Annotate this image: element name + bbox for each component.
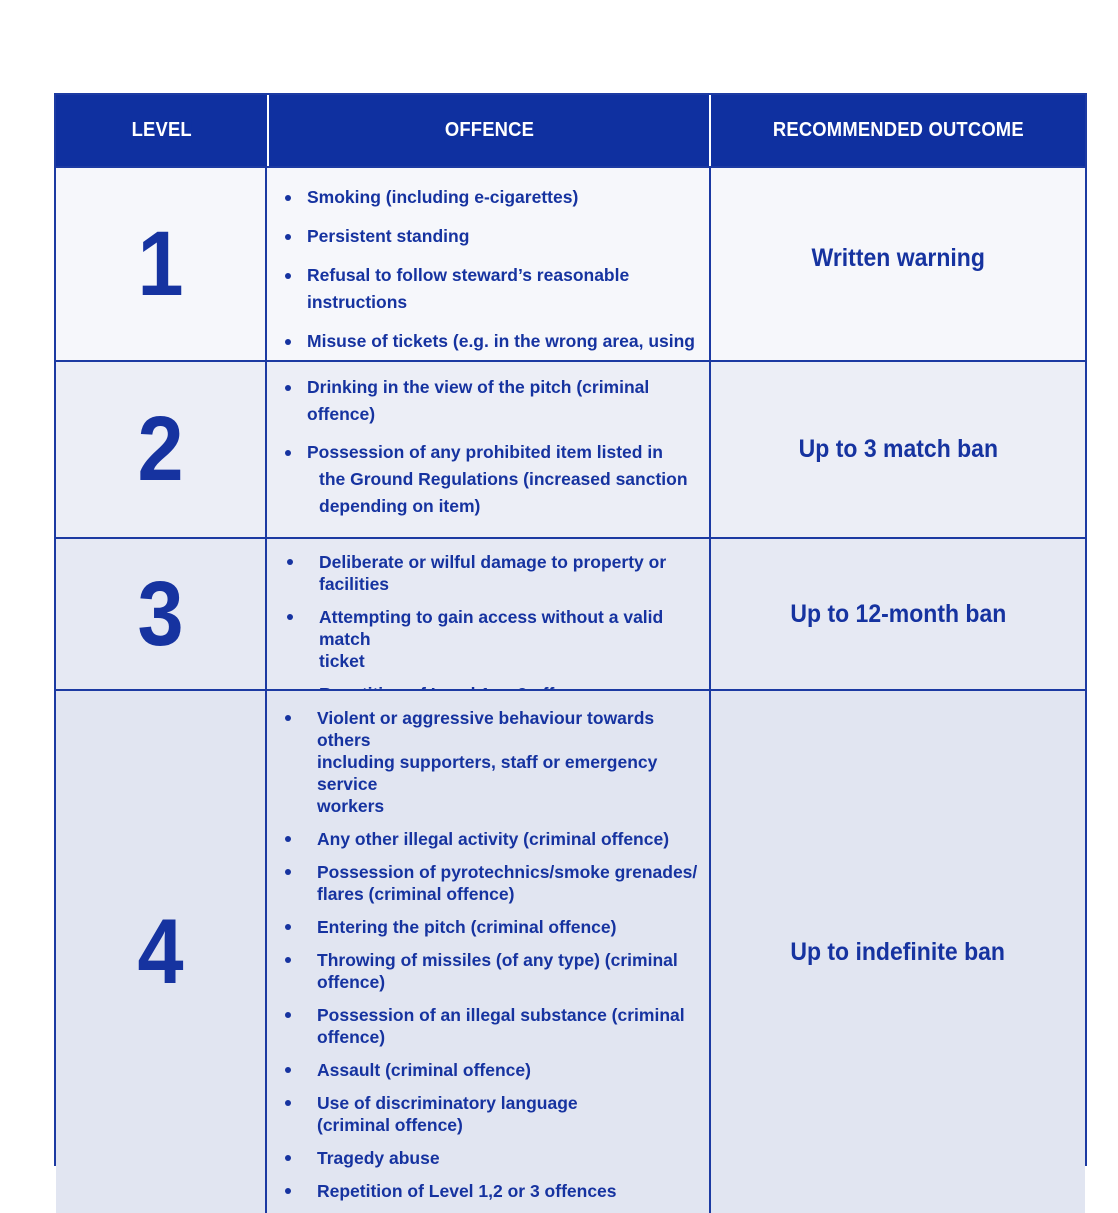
list-item: Refusal to follow steward’s reasonable instructions xyxy=(267,262,709,316)
header-offence: OFFENCE xyxy=(444,119,534,141)
outcome-text: Written warning xyxy=(811,243,985,272)
header-level-cell xyxy=(56,95,267,166)
bullet-icon xyxy=(285,957,291,963)
header-offence-cell xyxy=(267,95,711,166)
header-outcome-cell xyxy=(711,95,1085,166)
bullet-icon xyxy=(285,450,291,456)
list-item: Smoking (including e-cigarettes) xyxy=(267,184,709,211)
level-1-cell xyxy=(56,166,267,360)
offence-list-4 xyxy=(267,707,709,1202)
level-2-cell xyxy=(56,360,267,537)
header-level: LEVEL xyxy=(131,119,192,141)
offences-2-cell xyxy=(267,360,711,537)
outcome-text: Up to 3 match ban xyxy=(798,435,998,463)
level-number: 1 xyxy=(137,212,184,315)
list-item: Misuse of tickets (e.g. in the wrong area, using xyxy=(267,328,709,382)
offences-1-cell xyxy=(267,166,711,360)
list-item: Drinking in the view of the pitch (criminal offence) xyxy=(267,374,709,428)
list-item: Any other illegal activity (criminal offence) xyxy=(267,828,709,850)
outcome-4-cell xyxy=(711,689,1085,1213)
list-item: Possession of an illegal substance (criminal offence) xyxy=(267,1004,709,1048)
bullet-icon xyxy=(285,234,291,240)
bullet-icon xyxy=(285,1155,291,1161)
level-number: 4 xyxy=(137,900,184,1003)
bullet-icon xyxy=(285,924,291,930)
bullet-icon xyxy=(285,273,291,279)
outcome-text: Up to 12-month ban xyxy=(790,599,1006,628)
bullet-icon xyxy=(285,836,291,842)
offence-list-1 xyxy=(267,184,709,382)
bullet-icon xyxy=(287,614,293,620)
list-item: Violent or aggressive behaviour towards others including supporters, staff or emergency service workers xyxy=(267,707,709,817)
list-item: Deliberate or wilful damage to property or facilities xyxy=(267,551,709,595)
outcome-3-cell xyxy=(711,537,1085,689)
list-item: Possession of any prohibited item listed in the Ground Regulations (increased sanction depending on item) xyxy=(267,439,709,520)
list-item: Tragedy abuse xyxy=(267,1147,709,1169)
bullet-icon xyxy=(285,1012,291,1018)
level-4-cell xyxy=(56,689,267,1213)
bullet-icon xyxy=(285,385,291,391)
sanctions-table xyxy=(54,93,1087,1201)
bullet-icon xyxy=(285,1100,291,1106)
offences-3-cell xyxy=(267,537,711,689)
bullet-icon xyxy=(285,1067,291,1073)
level-number: 2 xyxy=(137,398,184,500)
bullet-icon xyxy=(285,869,291,875)
list-item: Assault (criminal offence) xyxy=(267,1059,709,1081)
bullet-icon xyxy=(285,339,291,345)
list-item: Possession of pyrotechnics/smoke grenades/ flares (criminal offence) xyxy=(267,861,709,905)
bullet-icon xyxy=(287,559,293,565)
header-outcome: RECOMMENDED OUTCOME xyxy=(772,119,1024,141)
offence-list-2 xyxy=(267,374,709,558)
offence-list-3 xyxy=(267,551,709,705)
bullet-icon xyxy=(285,1188,291,1194)
level-number: 3 xyxy=(137,562,184,665)
list-item: Entering the pitch (criminal offence) xyxy=(267,916,709,938)
list-item: Throwing of missiles (of any type) (criminal offence) xyxy=(267,949,709,993)
offences-4-cell xyxy=(267,689,711,1213)
outcome-2-cell xyxy=(711,360,1085,537)
level-3-cell xyxy=(56,537,267,689)
list-item: Repetition of Level 1,2 or 3 offences xyxy=(267,1180,709,1202)
outcome-1-cell xyxy=(711,166,1085,360)
bullet-icon xyxy=(285,195,291,201)
outcome-text: Up to indefinite ban xyxy=(790,937,1006,966)
bullet-icon xyxy=(285,715,291,721)
list-item: Use of discriminatory language (criminal offence) xyxy=(267,1092,709,1136)
list-item: Attempting to gain access without a valid match ticket xyxy=(267,606,709,672)
list-item: Persistent standing xyxy=(267,223,709,250)
